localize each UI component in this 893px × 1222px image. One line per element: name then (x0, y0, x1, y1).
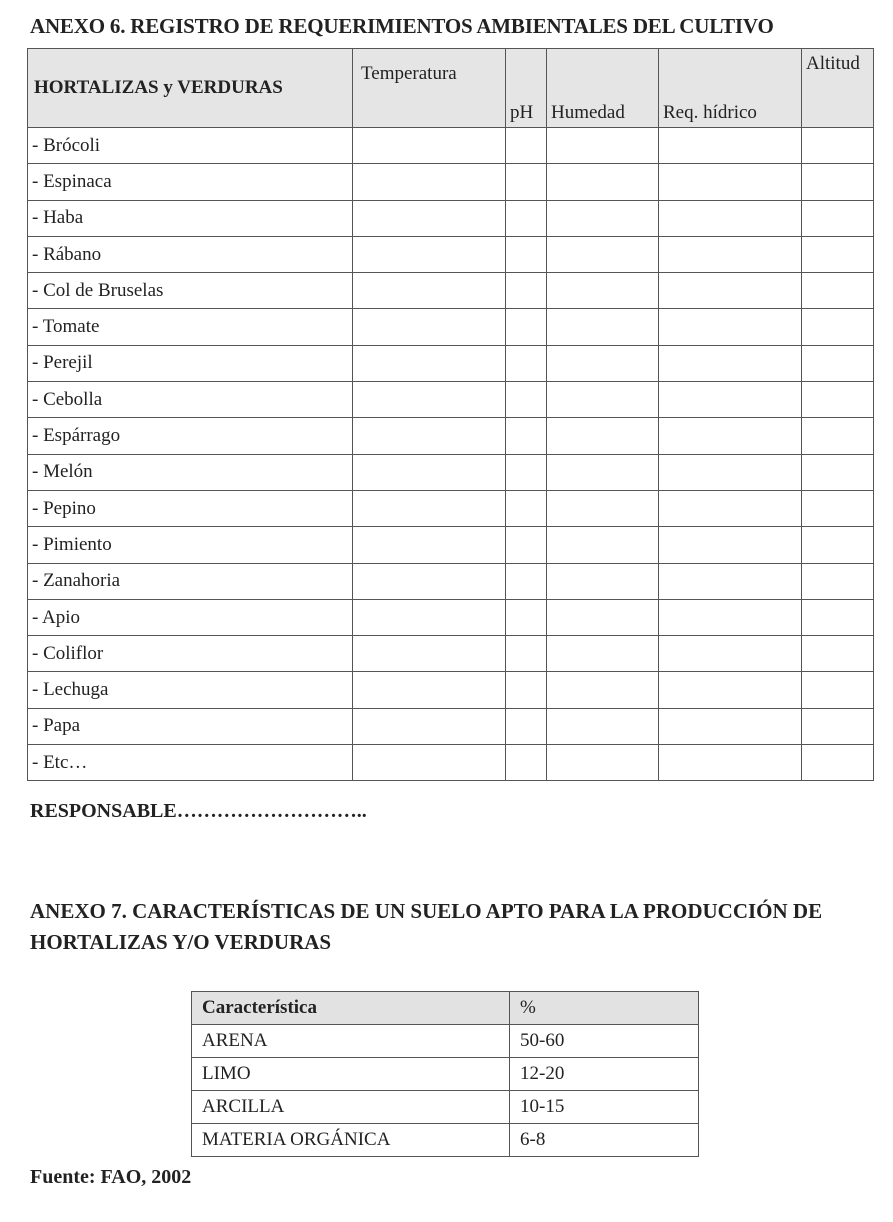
empty-cell (353, 200, 506, 236)
empty-cell (353, 527, 506, 563)
empty-cell (802, 236, 874, 272)
empty-cell (353, 599, 506, 635)
empty-cell (506, 418, 547, 454)
empty-cell (547, 454, 659, 490)
empty-cell (547, 200, 659, 236)
empty-cell (659, 527, 802, 563)
empty-cell (547, 236, 659, 272)
soil-header-row (192, 992, 699, 1025)
empty-cell (659, 345, 802, 381)
empty-cell (506, 708, 547, 744)
crop-name: - Cebolla (28, 382, 353, 418)
table-row (28, 490, 874, 526)
empty-cell (802, 454, 874, 490)
empty-cell (353, 454, 506, 490)
header-humedad: Humedad (547, 49, 659, 128)
table-row (28, 527, 874, 563)
empty-cell (547, 563, 659, 599)
table-row (192, 1058, 699, 1091)
empty-cell (659, 636, 802, 672)
empty-cell (802, 599, 874, 635)
empty-cell (547, 745, 659, 781)
empty-cell (659, 236, 802, 272)
empty-cell (547, 164, 659, 200)
empty-cell (506, 745, 547, 781)
table-row (28, 708, 874, 744)
table-row (192, 1091, 699, 1124)
crop-name: - Papa (28, 708, 353, 744)
empty-cell (547, 636, 659, 672)
empty-cell (506, 636, 547, 672)
empty-cell (547, 708, 659, 744)
characteristic-percent: 12-20 (510, 1058, 699, 1091)
table-row (192, 1025, 699, 1058)
empty-cell (659, 563, 802, 599)
requirements-body (28, 128, 874, 781)
empty-cell (353, 309, 506, 345)
soil-characteristics-table (191, 991, 699, 1157)
characteristic-name: MATERIA ORGÁNICA (192, 1124, 510, 1157)
empty-cell (802, 273, 874, 309)
empty-cell (353, 236, 506, 272)
empty-cell (659, 164, 802, 200)
empty-cell (506, 563, 547, 599)
characteristic-name: LIMO (192, 1058, 510, 1091)
empty-cell (659, 599, 802, 635)
crop-name: - Lechuga (28, 672, 353, 708)
empty-cell (659, 382, 802, 418)
empty-cell (353, 636, 506, 672)
table-row (28, 563, 874, 599)
table-row (28, 745, 874, 781)
characteristic-percent: 50-60 (510, 1025, 699, 1058)
header-caracteristica: Característica (192, 992, 510, 1025)
empty-cell (547, 273, 659, 309)
empty-cell (506, 382, 547, 418)
empty-cell (353, 563, 506, 599)
source-note: Fuente: FAO, 2002 (30, 1166, 192, 1188)
header-ph: pH (506, 49, 547, 128)
empty-cell (547, 490, 659, 526)
annex6-title: ANEXO 6. REGISTRO DE REQUERIMIENTOS AMBIENTALES DEL CULTIVO (30, 14, 774, 38)
empty-cell (802, 418, 874, 454)
empty-cell (659, 418, 802, 454)
empty-cell (659, 745, 802, 781)
crop-name: - Tomate (28, 309, 353, 345)
empty-cell (547, 345, 659, 381)
empty-cell (353, 273, 506, 309)
empty-cell (659, 200, 802, 236)
empty-cell (506, 128, 547, 164)
empty-cell (506, 527, 547, 563)
empty-cell (802, 128, 874, 164)
empty-cell (802, 636, 874, 672)
empty-cell (506, 273, 547, 309)
empty-cell (802, 745, 874, 781)
crop-name: - Etc… (28, 745, 353, 781)
characteristic-percent: 10-15 (510, 1091, 699, 1124)
empty-cell (547, 672, 659, 708)
empty-cell (547, 418, 659, 454)
empty-cell (506, 490, 547, 526)
table-row (28, 599, 874, 635)
empty-cell (353, 708, 506, 744)
empty-cell (802, 527, 874, 563)
crop-name: - Zanahoria (28, 563, 353, 599)
empty-cell (353, 345, 506, 381)
empty-cell (353, 745, 506, 781)
header-altitud: Altitud (802, 49, 874, 128)
empty-cell (353, 490, 506, 526)
crop-name: - Perejil (28, 345, 353, 381)
table-row (28, 382, 874, 418)
header-temperatura: Temperatura (353, 49, 506, 128)
empty-cell (802, 309, 874, 345)
responsable-line: RESPONSABLE……………………….. (30, 800, 367, 822)
empty-cell (353, 672, 506, 708)
crop-name: - Espinaca (28, 164, 353, 200)
empty-cell (353, 418, 506, 454)
empty-cell (659, 128, 802, 164)
table-row (28, 636, 874, 672)
empty-cell (547, 599, 659, 635)
empty-cell (547, 527, 659, 563)
characteristic-name: ARENA (192, 1025, 510, 1058)
crop-name: - Melón (28, 454, 353, 490)
characteristic-name: ARCILLA (192, 1091, 510, 1124)
empty-cell (506, 309, 547, 345)
crop-name: - Apio (28, 599, 353, 635)
crop-name: - Col de Bruselas (28, 273, 353, 309)
empty-cell (547, 128, 659, 164)
empty-cell (802, 563, 874, 599)
table-row (28, 454, 874, 490)
annex7-title: ANEXO 7. CARACTERÍSTICAS DE UN SUELO APTO PARA LA PRODUCCIÓN DE HORTALIZAS Y/O VERDURAS (30, 899, 823, 954)
empty-cell (802, 382, 874, 418)
empty-cell (659, 490, 802, 526)
header-percent: % (510, 992, 699, 1025)
crop-name: - Pepino (28, 490, 353, 526)
empty-cell (506, 454, 547, 490)
crop-name: - Espárrago (28, 418, 353, 454)
table-row (28, 164, 874, 200)
table-row (28, 273, 874, 309)
table-row (192, 1124, 699, 1157)
header-req-hidrico: Req. hídrico (659, 49, 802, 128)
crop-name: - Coliflor (28, 636, 353, 672)
empty-cell (802, 490, 874, 526)
crop-name: - Brócoli (28, 128, 353, 164)
empty-cell (659, 309, 802, 345)
table-row (28, 200, 874, 236)
characteristic-percent: 6-8 (510, 1124, 699, 1157)
requirements-header-row (28, 49, 874, 128)
empty-cell (659, 672, 802, 708)
empty-cell (506, 236, 547, 272)
header-hortalizas: HORTALIZAS y VERDURAS (28, 49, 353, 128)
empty-cell (802, 708, 874, 744)
crop-name: - Haba (28, 200, 353, 236)
empty-cell (802, 672, 874, 708)
empty-cell (547, 382, 659, 418)
empty-cell (659, 454, 802, 490)
empty-cell (506, 672, 547, 708)
empty-cell (506, 164, 547, 200)
crop-name: - Rábano (28, 236, 353, 272)
empty-cell (506, 599, 547, 635)
empty-cell (506, 200, 547, 236)
table-row (28, 418, 874, 454)
empty-cell (353, 164, 506, 200)
table-row (28, 345, 874, 381)
requirements-table (27, 48, 874, 781)
crop-name: - Pimiento (28, 527, 353, 563)
table-row (28, 309, 874, 345)
table-row (28, 236, 874, 272)
empty-cell (802, 164, 874, 200)
empty-cell (802, 345, 874, 381)
empty-cell (802, 200, 874, 236)
table-row (28, 672, 874, 708)
soil-body (192, 1025, 699, 1157)
empty-cell (353, 128, 506, 164)
empty-cell (506, 345, 547, 381)
empty-cell (353, 382, 506, 418)
empty-cell (547, 309, 659, 345)
table-row (28, 128, 874, 164)
empty-cell (659, 273, 802, 309)
empty-cell (659, 708, 802, 744)
